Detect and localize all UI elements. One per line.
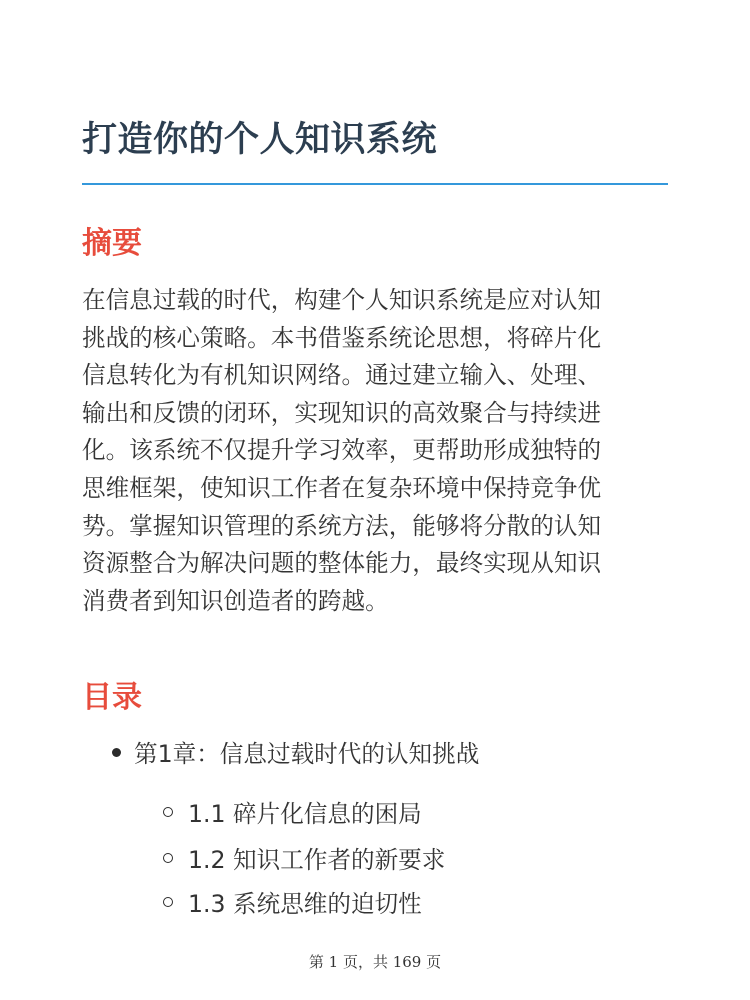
summary-line: 挑战的核心策略。本书借鉴系统论思想，将碎片化	[82, 323, 602, 352]
page-number-footer: 第 1 页，共 169 页	[308, 953, 442, 971]
summary-line: 在信息过载的时代，构建个人知识系统是应对认知	[82, 286, 602, 314]
toc-section-label: 1.2 知识工作者的新要求	[188, 846, 446, 874]
toc-section-label: 1.3 系统思维的迫切性	[188, 890, 422, 918]
summary-line: 资源整合为解决问题的整体能力，最终实现从知识	[82, 549, 602, 578]
toc-section-item	[163, 885, 422, 919]
summary-line: 信息转化为有机知识网络。通过建立输入、处理、	[82, 361, 602, 390]
toc-chapter-item	[112, 735, 479, 769]
bullet-circle-icon	[163, 897, 173, 907]
document-title: 打造你的个人知识系统	[82, 120, 438, 160]
toc-section-item	[163, 795, 422, 829]
summary-line: 化。该系统不仅提升学习效率，更帮助形成独特的	[82, 436, 602, 465]
summary-heading: 摘要	[82, 226, 142, 261]
summary-line: 思维框架，使知识工作者在复杂环境中保持竞争优	[82, 473, 602, 502]
toc-heading: 目录	[82, 680, 142, 715]
bullet-circle-icon	[163, 853, 173, 863]
bullet-disc-icon	[112, 748, 121, 757]
toc-section-item	[163, 841, 445, 875]
title-underline	[82, 183, 668, 185]
summary-line: 势。掌握知识管理的系统方法，能够将分散的认知	[82, 511, 602, 540]
bullet-circle-icon	[163, 807, 173, 817]
toc-chapter-label: 第1章：信息过载时代的认知挑战	[134, 740, 480, 768]
summary-line: 输出和反馈的闭环，实现知识的高效聚合与持续进	[82, 398, 602, 427]
summary-line: 消费者到知识创造者的跨越。	[82, 586, 389, 615]
toc-section-label: 1.1 碎片化信息的困局	[188, 800, 422, 828]
summary-paragraph	[82, 282, 672, 620]
